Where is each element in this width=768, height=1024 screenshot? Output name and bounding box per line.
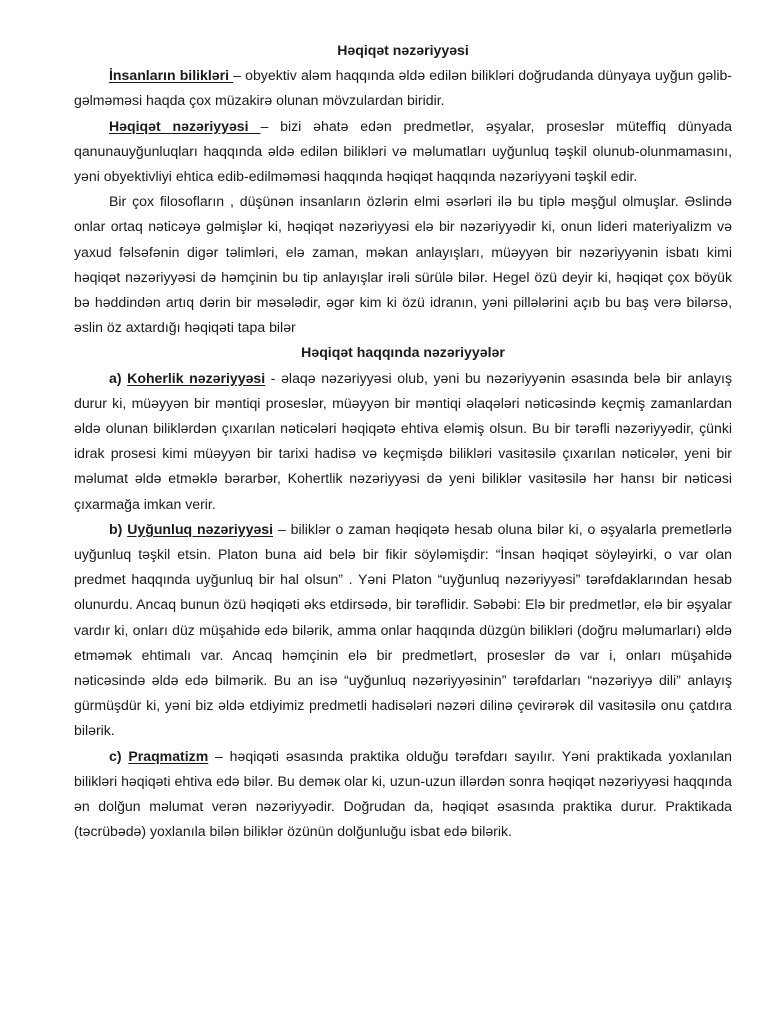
paragraph-text: – obyektiv aləm haqqında əldə edilən bilikləri doğrudanda dünyaya uyğun gəlib-gəlməməsi haqda çox müzakirə olunan mövzulardan biridir. bbox=[74, 67, 732, 109]
list-marker-a: a) bbox=[109, 369, 128, 386]
paragraph-human-knowledge bbox=[74, 63, 732, 113]
term-truth-theory: Həqiqət nəzəriyyəsi bbox=[109, 117, 261, 134]
term-coherence-theory: Koherlik nəzəriyyəsi bbox=[127, 369, 266, 386]
list-marker-b: b) bbox=[109, 520, 128, 537]
term-correspondence-theory: Uyğunluq nəzəriyyəsi bbox=[127, 520, 274, 537]
document-title: Həqiqət nəzəriyyəsi bbox=[337, 42, 469, 58]
term-pragmatism: Praqmatizm bbox=[128, 747, 209, 764]
paragraph-text: – biliklər o zaman həqiqətə hesab oluna bilər ki, o əşyalarla premetlərlə uyğunluq təşkil etsin. Platon buna aid belə bir fikir söyləmişdir: “İnsan həqiqət söyləyirki, o var olan predmet haqqında uyğunluq bir hal olsun” . Yəni Platon “uyğunluq nəzəriyyəsi” tərəfdaklarından hesab olunurdu. Ancaq bunun özü həqiqəti əks etdirsədə, bir tərəflidir. Səbəbi: Elə bir predmetlər, elə bir əşyalar vardır ki, onları düz müşahidə edə bilərik, amma onlar haqqında düzgün bilikləri (doğru məlumarları) əldə etməmək ehtimalı var. Ancaq həmçinin elə bir predmetlərt, proseslər də var i, onları müşahidə nəticəsində əldə edə bilmərik. Bu an isə “uyğunluq nəzəriyyəsinin” tərəfdarları “nəzəriyyə dili” anlayış gürmüşdür ki, yəni biz əldə etdiyimiz predmetli hadisələri nəzəri dilinə çevirərək dil vasitəsilə onu çatdıra bilərik. bbox=[74, 520, 732, 739]
paragraph-coherence-theory bbox=[74, 366, 732, 517]
list-marker-c: c) bbox=[109, 747, 129, 764]
term-human-knowledge: İnsanların bilikləri bbox=[109, 67, 234, 84]
document-page bbox=[74, 38, 732, 845]
section-subtitle: Həqiqət haqqında nəzəriyyələr bbox=[301, 344, 505, 361]
paragraph-pragmatism bbox=[74, 744, 732, 845]
paragraph-text: – həqiqəti əsasında praktika olduğu tərəfdarı sayılır. Yəni praktikada yoxlanılan bilikləri həqiqəti ehtiva edə bilər. Bu deməк olar ki, uzun-uzun illərdən sonra həqiqət nəzəriyyəsi haqqında ən dolğun məlumat verən nəzəriyyədir. Doğrudan da, həqiqət əsasında praktika durur. Praktikada (təcrübədə) yoxlanıla bilən biliklər özünün dolğunluğu isbat edə bilərik. bbox=[74, 747, 732, 840]
paragraph-text: – bizi əhatə edən predmetlər, əşyalar, proseslər müteffiq dünyada qanunauyğunluqları haqqında əldə edilən bilikləri və məlumatları uyğunluq təşkil olunub-olunmamasını, yəni obyektivliyi ehtica edib-edilməməsi haqqında həqiqət haqqında nəzəriyyəni təşkil edir. bbox=[74, 117, 733, 185]
paragraph-text: - əlaqə nəzəriyyəsi olub, yəni bu nəzəriyyənin əsasında belə bir anlayış durur ki, müəyyən bir məntiqi proseslər, müəyyən bir məntiqi əlaqələri nəticəsində keçmiş zamanlardan əldə olunan biliklərdən çıxarılan nəticələri həqiqətə ehtiva eləmiş olsun. Bu bir tərəfli nəzəriyyədir, çünki idrak prosesi kimi müəyyən bir tarixi hadisə və keçmişdə bilikləri vasitəsilə çıxarılan nəticələr, yeni bir məlumat əldə etməklə bərarbər, Kohertlik nəzəriyyəsi də yeni biliklər vasitəsilə hər hansı bir nəticəsi çıxarmağa imkan verir. bbox=[74, 369, 732, 512]
paragraph-truth-theory bbox=[74, 114, 732, 190]
paragraph-philosophers: Bir çox filosofların , düşünən insanların özlərin elmi əsərləri ilə bu tiplə məşğul olmuşlar. Əslində onlar ortaq nəticəyə gəlmişlər ki, həqiqət nəzəriyyəsi elə bir nəzəriyyədir ki, onun lideri materiyalizm və yaxud fəlsəfənin digər təlimləri, elə zaman, məkan anlayışları, müəyyən bir nəzəriyyənin isbatı kimi həqiqət nəzəriyyəsi də həmçinin bu tip anlayışlar irəli sürülə bilər. Hegel özü deyir ki, həqiqət çox böyük bə həddindən artıq dərin bir məsələdir, əgər kim ki özü idranın, yəni pillələrini açıb bu baş verə bilərsə, əslin öz axtardığı həqiqəti tapa bilər bbox=[74, 193, 732, 336]
paragraph-correspondence-theory bbox=[74, 517, 732, 744]
